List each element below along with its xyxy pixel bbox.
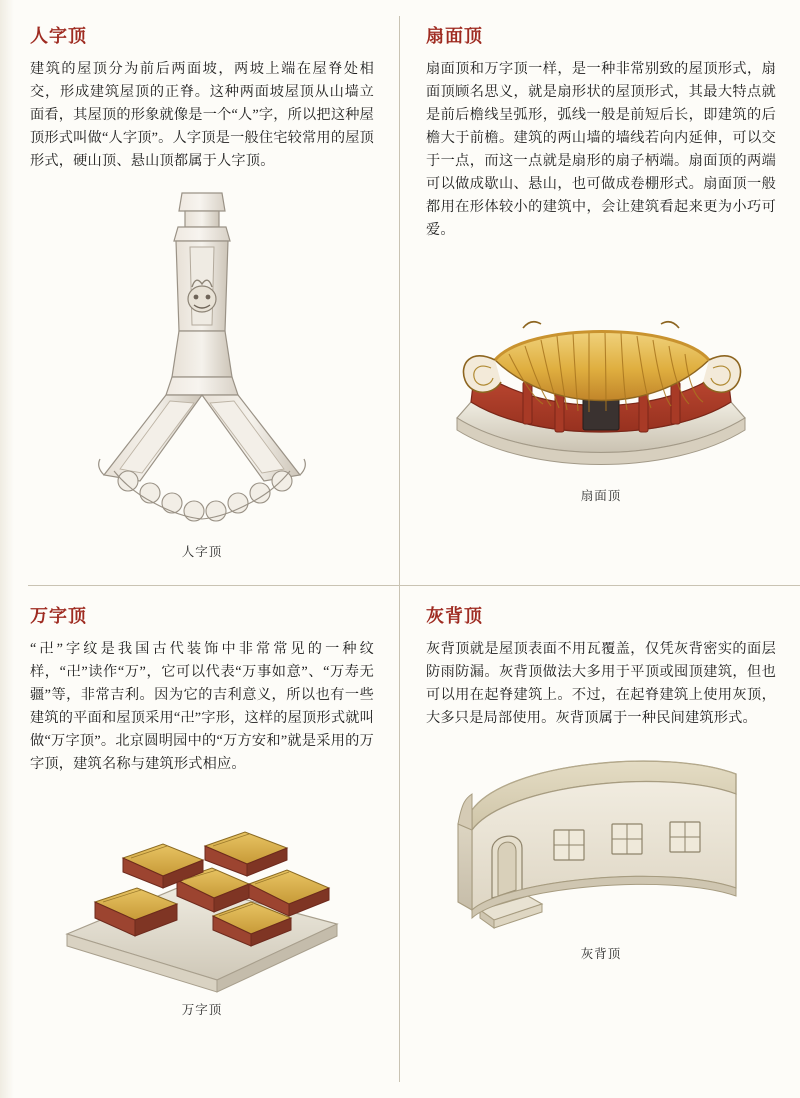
figure-caption: 扇面顶 [580,489,622,503]
section-paragraph: “卍”字纹是我国古代装饰中非常常见的一种纹样，“卍”读作“万”，它可以代表“万事如意”、“万寿无疆”等，非常吉利。因为它的吉利意义，所以也有一些建筑的平面和屋顶采用“卍”字形，这样的屋顶形式就叫做“万字顶”。北京圆明园中的“万方安和”就是采用的万字顶，建筑名称与建筑形式相应。 [30,641,374,772]
shanmian-ding-illustration [431,250,771,480]
section-renzi-ding [30,22,374,582]
right-column [400,0,800,1098]
figure-caption: 万字顶 [181,1003,223,1017]
figure-renzi-ding [30,181,374,560]
figure-caption: 灰背顶 [580,947,622,961]
huibei-ding-illustration [436,738,766,938]
wanzi-ding-illustration [37,784,367,994]
figure-huibei-ding [426,738,776,962]
section-heading: 人字顶 [30,26,87,46]
figure-shanmian-ding [426,250,776,504]
section-wanzi-ding [30,588,374,1018]
figure-caption: 人字顶 [181,545,223,559]
section-paragraph: 建筑的屋顶分为前后两面坡，两坡上端在屋脊处相交，形成建筑屋顶的正脊。这种两面坡屋顶从山墙立面看，其屋顶的形象就像是一个“人”字，所以把这种屋顶形式叫做“人字顶”。人字顶是一般住宅较常用的屋顶形式，硬山顶、悬山顶都属于人字顶。 [30,61,374,169]
section-paragraph: 灰背顶就是屋顶表面不用瓦覆盖，仅凭灰背密实的面层防雨防漏。灰背顶做法大多用于平顶或囤顶建筑，但也可以用在起脊建筑上。不过，在起脊建筑上使用灰顶，大多只是局部使用。灰背顶属于一种民间建筑形式。 [426,641,776,726]
section-huibei-ding [426,588,776,962]
section-paragraph: 扇面顶和万字顶一样，是一种非常别致的屋顶形式，扇面顶顾名思义，就是扇形状的屋顶形式，其最大特点就是前后檐线呈弧形，弧线一般是前短后长，即建筑的后檐大于前檐。建筑的两山墙的墙线若向内延伸，可以交于一点，而这一点就是扇形的扇子柄端。扇面顶的两端可以做成歇山、悬山，也可做成卷棚形式。扇面顶一般都用在形体较小的建筑中，会让建筑看起来更为小巧可爱。 [426,61,776,238]
section-shanmian-ding [426,22,776,582]
figure-wanzi-ding [30,784,374,1018]
section-heading: 灰背顶 [426,606,483,626]
section-heading: 扇面顶 [426,26,483,46]
section-heading: 万字顶 [30,606,87,626]
renzi-ding-illustration [42,181,362,536]
